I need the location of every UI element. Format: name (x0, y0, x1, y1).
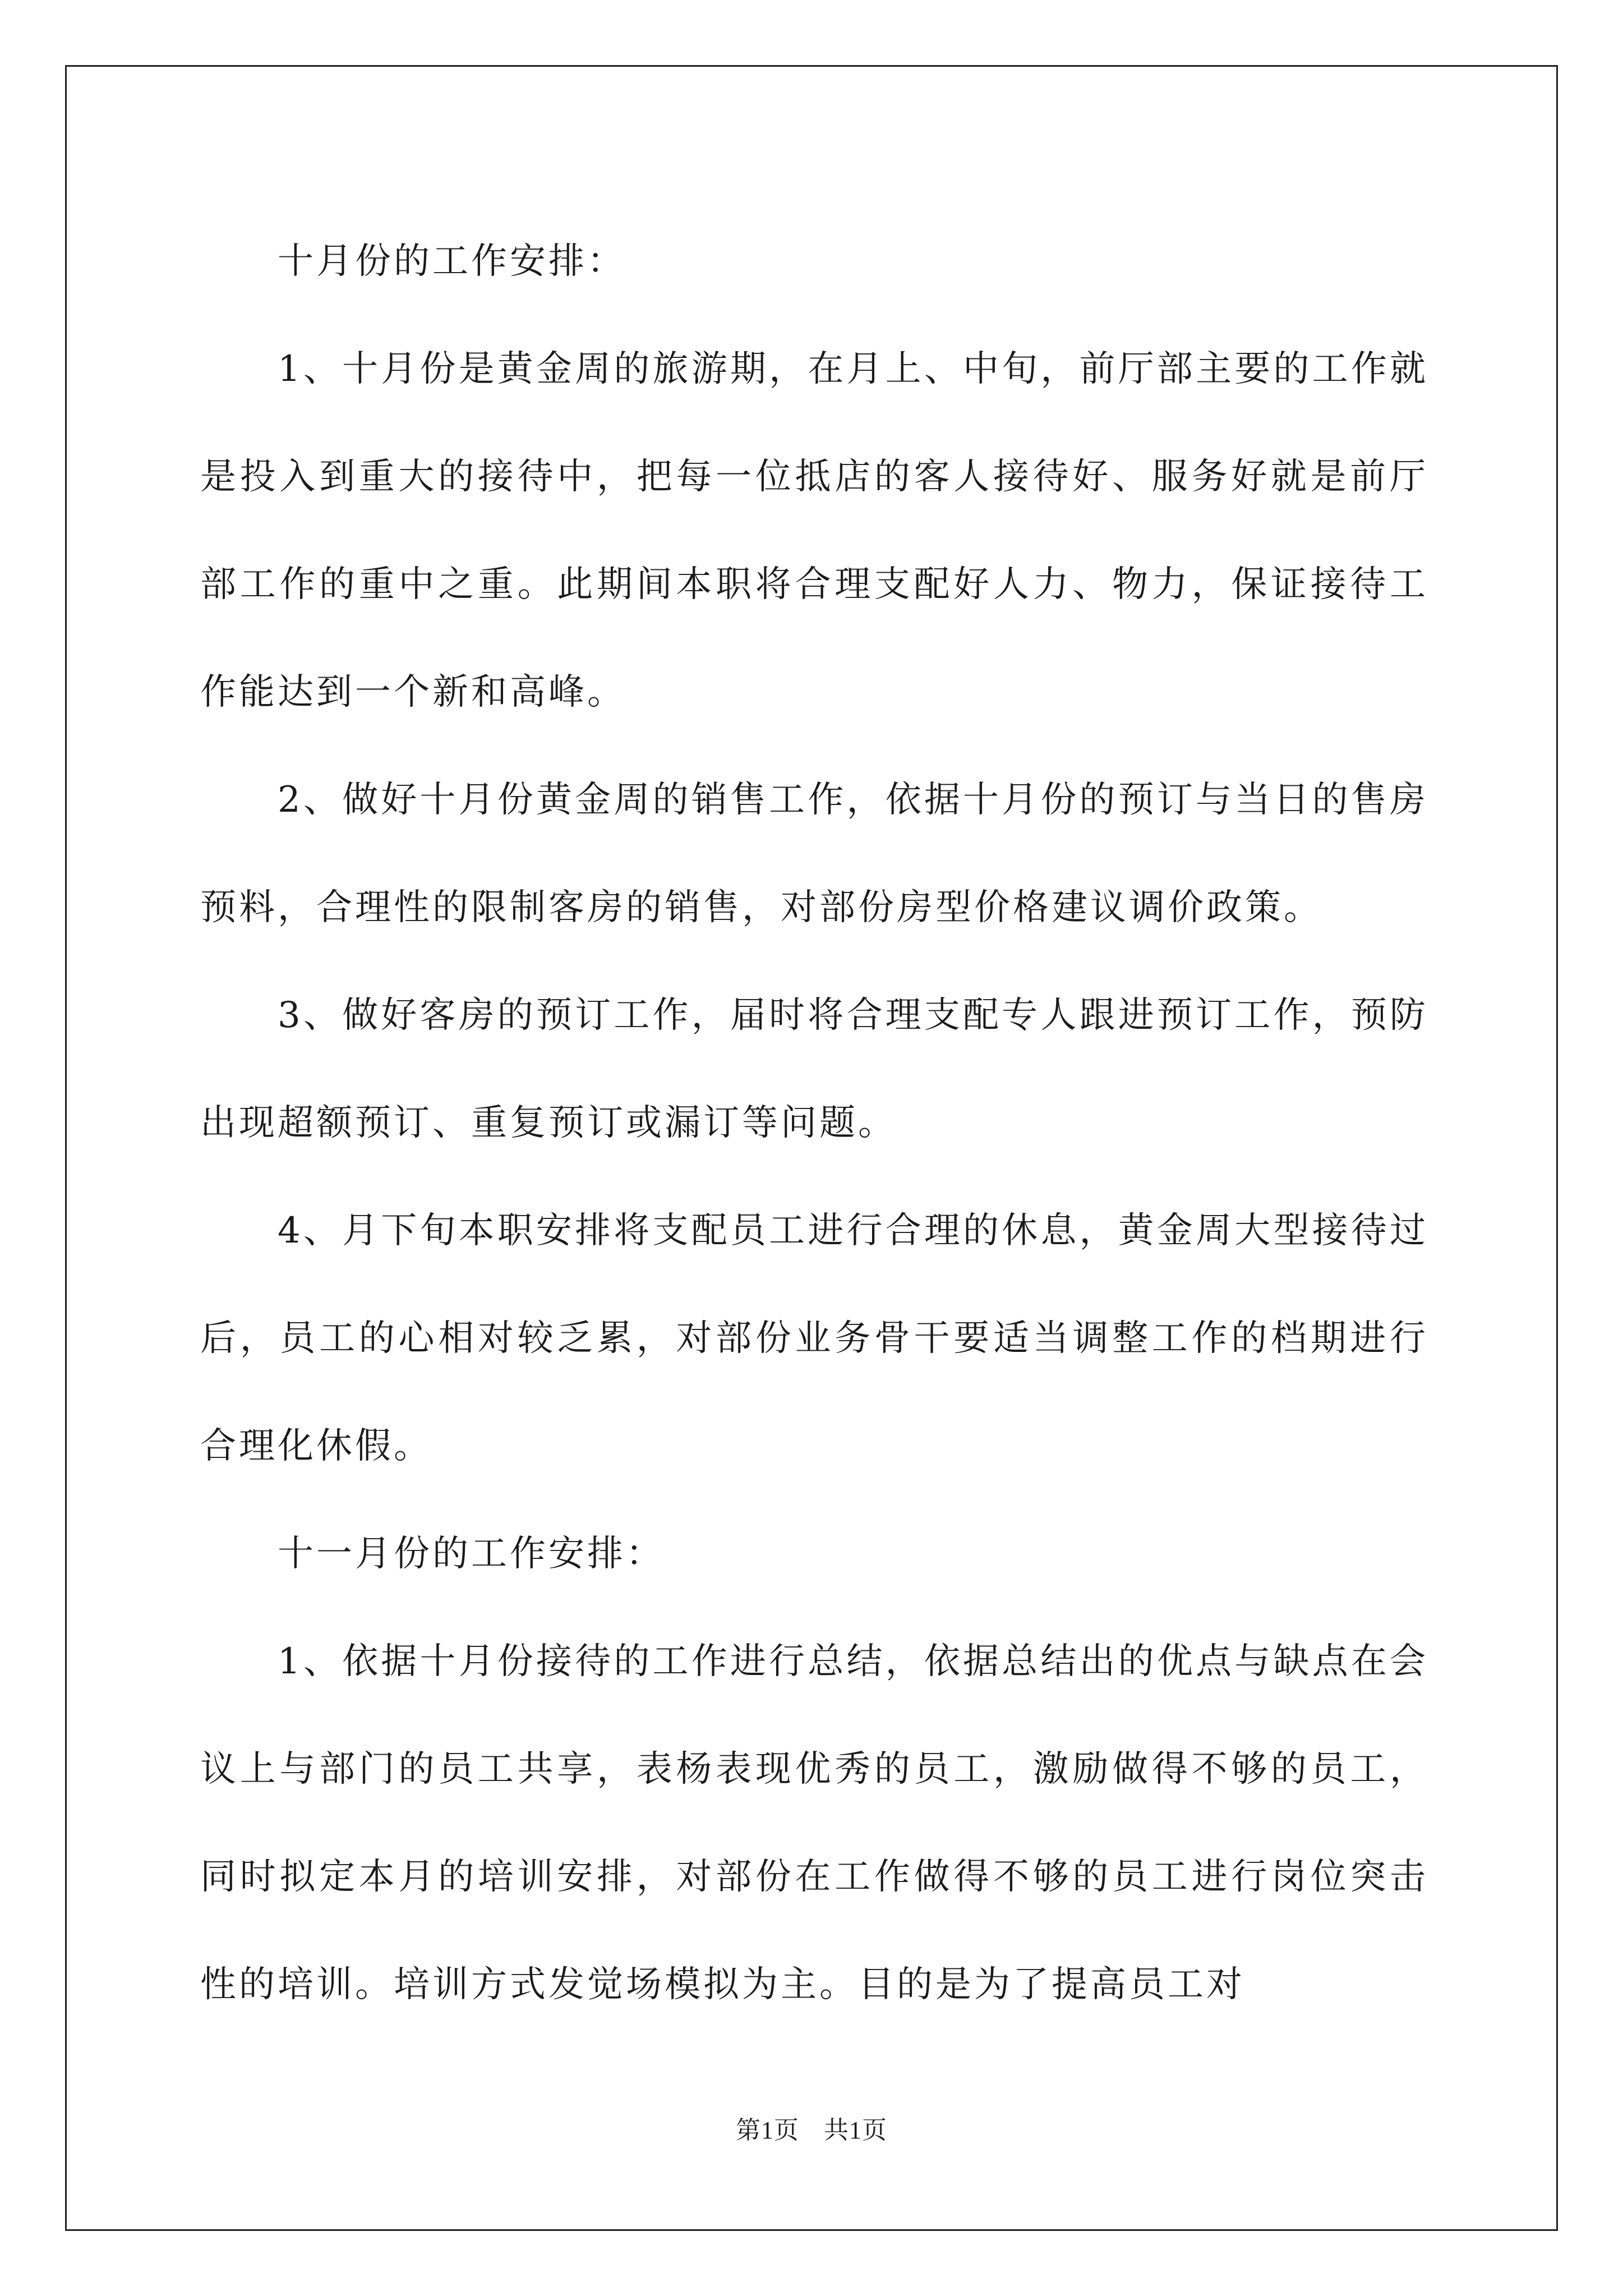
page-number: 第1页 (736, 2116, 799, 2144)
page-footer (0, 2114, 1623, 2147)
document-body (200, 208, 1428, 2039)
paragraph-november-item-1: 1、依据十月份接待的工作进行总结，依据总结出的优点与缺点在会议上与部门的员工共享，表杨表现优秀的员工，激励做得不够的员工，同时拟定本月的培训安排，对部份在工作做得不够的员工进行岗位突击性的培训。培训方式发觉场模拟为主。目的是为了提高员工对 (200, 1641, 1428, 2005)
section-heading-november: 十一月份的工作安排： (278, 1533, 665, 1575)
page-total: 共1页 (824, 2116, 887, 2144)
paragraph-october-item-1: 1、十月份是黄金周的旅游期，在月上、中旬，前厅部主要的工作就是投入到重大的接待中，把每一位抵店的客人接待好、服务好就是前厅部工作的重中之重。此期间本职将合理支配好人力、物力，保证接待工作能达到一个新和高峰。 (200, 348, 1428, 713)
paragraph-october-item-3: 3、做好客房的预订工作，届时将合理支配专人跟进预订工作，预防出现超额预订、重复预订或漏订等问题。 (200, 995, 1428, 1144)
paragraph-october-item-4: 4、月下旬本职安排将支配员工进行合理的休息，黄金周大型接待过后，员工的心相对较乏累，对部份业务骨干要适当调整工作的档期进行合理化休假。 (200, 1210, 1428, 1467)
section-heading-october: 十月份的工作安排： (278, 241, 626, 282)
paragraph-october-item-2: 2、做好十月份黄金周的销售工作，依据十月份的预订与当日的售房预料，合理性的限制客房的销售，对部份房型价格建议调价政策。 (200, 779, 1428, 928)
